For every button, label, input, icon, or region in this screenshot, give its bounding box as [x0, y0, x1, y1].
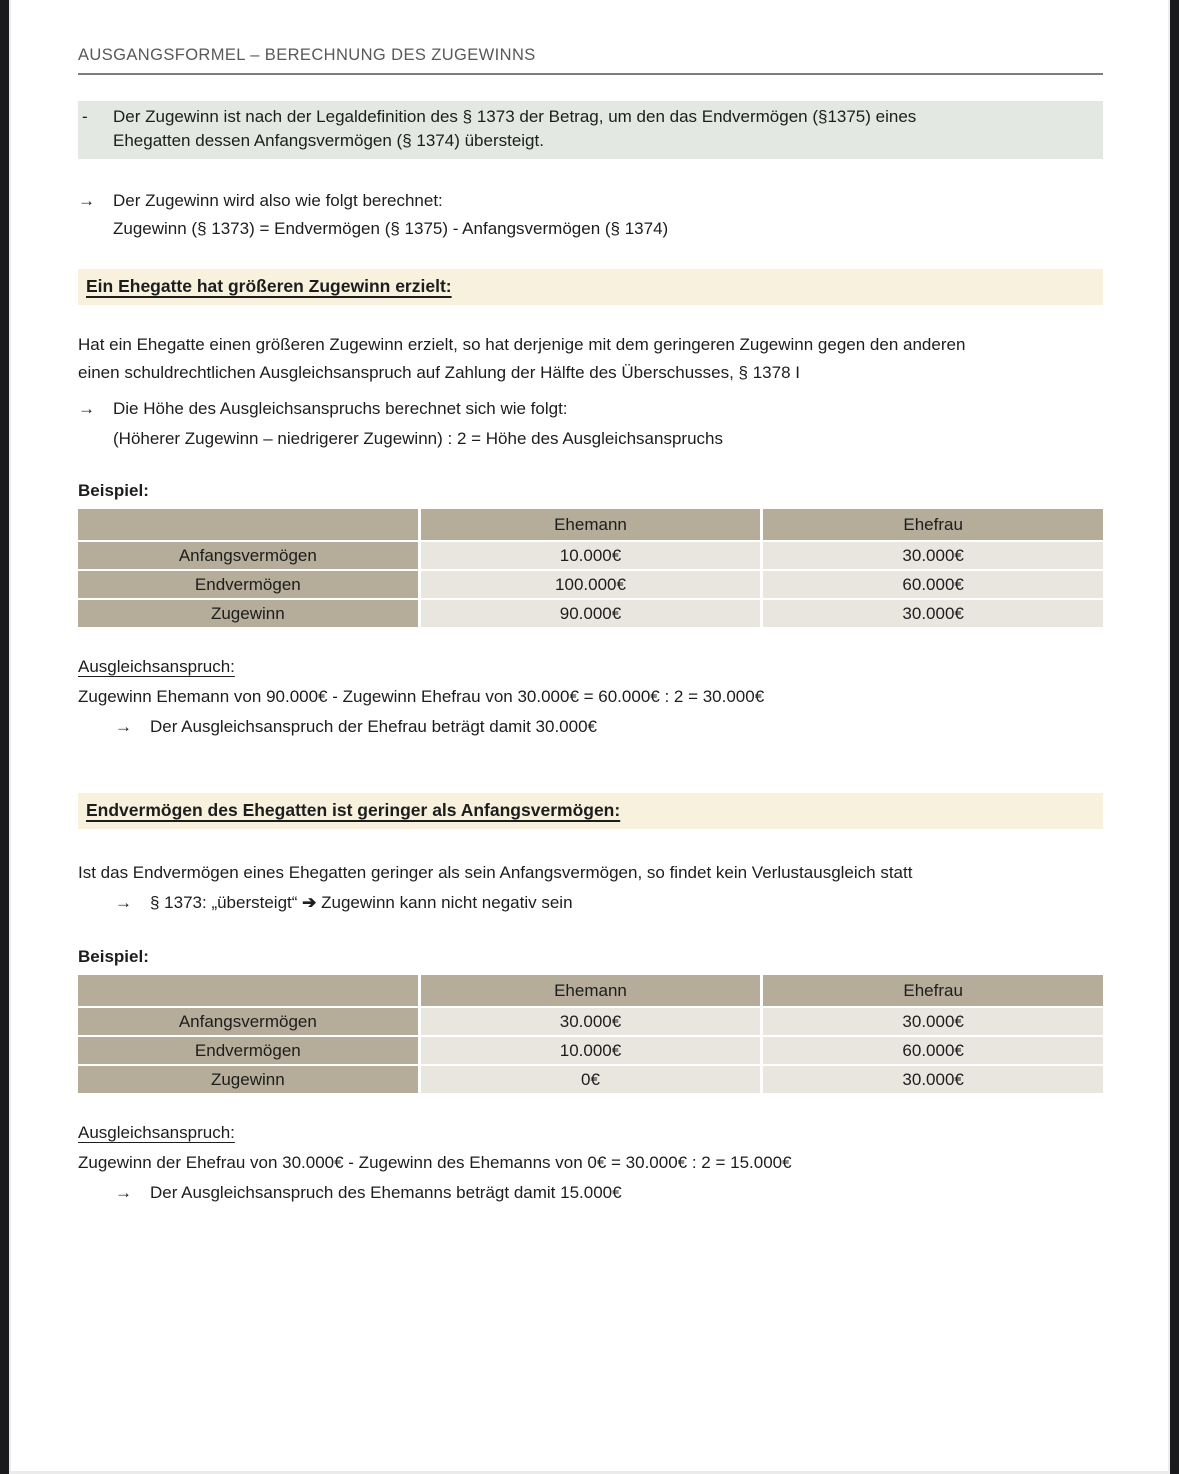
- column-header-ehefrau: Ehefrau: [763, 509, 1103, 540]
- cell-value: 30.000€: [763, 600, 1103, 627]
- cell-value: 30.000€: [763, 1066, 1103, 1093]
- table-header-row: [78, 975, 1103, 1006]
- table-row: [78, 571, 1103, 598]
- dash-bullet: -: [82, 107, 88, 126]
- zugewinn-formula: Zugewinn (§ 1373) = Endvermögen (§ 1375) - Anfangsvermögen (§ 1374): [113, 219, 669, 238]
- example-label-2: Beispiel:: [78, 947, 149, 966]
- cell-value: 10.000€: [421, 542, 761, 569]
- table-row: [78, 600, 1103, 627]
- section1-calc-lead: Die Höhe des Ausgleichsanspruchs berechnet sich wie folgt:: [113, 399, 568, 418]
- section1-arrow-item: [78, 395, 1103, 423]
- claim-result-item-2: [115, 1181, 1103, 1205]
- row-label: Endvermögen: [78, 571, 418, 598]
- cell-value: 30.000€: [421, 1008, 761, 1035]
- cell-value: 60.000€: [763, 1037, 1103, 1064]
- note-after: Zugewinn kann nicht negativ sein: [321, 893, 573, 912]
- arrow-icon: →: [78, 399, 95, 418]
- section1-par-line-1: Hat ein Ehegatte einen größeren Zugewinn erzielt, so hat derjenige mit dem geringeren Zugewinn gegen den anderen: [78, 335, 966, 354]
- section2-note-item: [115, 889, 1103, 917]
- section1-paragraph: [78, 331, 1103, 387]
- claim-label-1: Ausgleichsanspruch:: [78, 657, 235, 676]
- section2-note-text: [150, 889, 573, 917]
- row-label: Anfangsvermögen: [78, 1008, 418, 1035]
- claim-calculation-2: Zugewinn der Ehefrau von 30.000€ - Zugewinn des Ehemanns von 0€ = 30.000€ : 2 = 15.000€: [78, 1153, 792, 1172]
- table-row: [78, 1037, 1103, 1064]
- definition-line-2: Ehegatten dessen Anfangsvermögen (§ 1374) übersteigt.: [113, 131, 544, 150]
- section2-heading: Endvermögen des Ehegatten ist geringer als Anfangsvermögen:: [86, 800, 621, 820]
- cell-value: 0€: [421, 1066, 761, 1093]
- section1-par-line-2: einen schuldrechtlichen Ausgleichsanspruch auf Zahlung der Hälfte des Überschusses, § 1378 I: [78, 363, 800, 382]
- claim-result-item-1: [115, 715, 1103, 739]
- column-header-ehemann: Ehemann: [421, 509, 761, 540]
- claim-label-2: Ausgleichsanspruch:: [78, 1123, 235, 1142]
- cell-value: 30.000€: [763, 542, 1103, 569]
- example-table-1: [75, 507, 1106, 629]
- document-content: [78, 0, 1103, 1205]
- page-border-left: [0, 0, 9, 1474]
- section2-heading-block: [78, 793, 1103, 829]
- page-border-right: [1170, 0, 1179, 1474]
- section2-paragraph: Ist das Endvermögen eines Ehegatten geringer als sein Anfangsvermögen, so findet kein Verlustausgleich statt: [78, 863, 913, 882]
- section1-heading-block: [78, 269, 1103, 305]
- cell-value: 60.000€: [763, 571, 1103, 598]
- section1-heading: Ein Ehegatte hat größeren Zugewinn erzielt:: [86, 276, 452, 296]
- note-before: § 1373: „übersteigt“: [150, 893, 298, 912]
- row-label: Zugewinn: [78, 1066, 418, 1093]
- definition-text: [113, 105, 916, 153]
- arrow-icon: →: [78, 191, 95, 210]
- row-label: Zugewinn: [78, 600, 418, 627]
- intro-arrow-item: [78, 189, 1103, 213]
- table-row: [78, 542, 1103, 569]
- cell-value: 30.000€: [763, 1008, 1103, 1035]
- arrow-icon: →: [115, 1183, 132, 1202]
- definition-highlight-block: [78, 101, 1103, 159]
- bold-arrow-icon: ➔: [302, 893, 317, 912]
- table-corner-cell: [78, 975, 418, 1006]
- ausgleich-formula: (Höherer Zugewinn – niedrigerer Zugewinn) : 2 = Höhe des Ausgleichsanspruchs: [113, 429, 723, 448]
- claim-result-text-1: Der Ausgleichsanspruch der Ehefrau beträgt damit 30.000€: [150, 717, 597, 736]
- page-border-left-line: [9, 0, 11, 1474]
- row-label: Anfangsvermögen: [78, 542, 418, 569]
- cell-value: 90.000€: [421, 600, 761, 627]
- example-table-2: [75, 973, 1106, 1095]
- claim-calculation-1: Zugewinn Ehemann von 90.000€ - Zugewinn Ehefrau von 30.000€ = 60.000€ : 2 = 30.000€: [78, 687, 765, 706]
- example-label-1: Beispiel:: [78, 481, 149, 500]
- page-border-right-line: [1168, 0, 1170, 1474]
- table-corner-cell: [78, 509, 418, 540]
- intro-lead-text: Der Zugewinn wird also wie folgt berechnet:: [113, 191, 443, 210]
- document-title: AUSGANGSFORMEL – BERECHNUNG DES ZUGEWINNS: [78, 46, 1103, 75]
- table-row: [78, 1066, 1103, 1093]
- claim-result-text-2: Der Ausgleichsanspruch des Ehemanns beträgt damit 15.000€: [150, 1183, 622, 1202]
- cell-value: 10.000€: [421, 1037, 761, 1064]
- arrow-icon: →: [115, 717, 132, 736]
- arrow-icon: →: [115, 893, 132, 912]
- definition-line-1: Der Zugewinn ist nach der Legaldefinition des § 1373 der Betrag, um den das Endvermögen (§1375) eines: [113, 107, 917, 126]
- cell-value: 100.000€: [421, 571, 761, 598]
- table-row: [78, 1008, 1103, 1035]
- column-header-ehemann: Ehemann: [421, 975, 761, 1006]
- column-header-ehefrau: Ehefrau: [763, 975, 1103, 1006]
- row-label: Endvermögen: [78, 1037, 418, 1064]
- table-header-row: [78, 509, 1103, 540]
